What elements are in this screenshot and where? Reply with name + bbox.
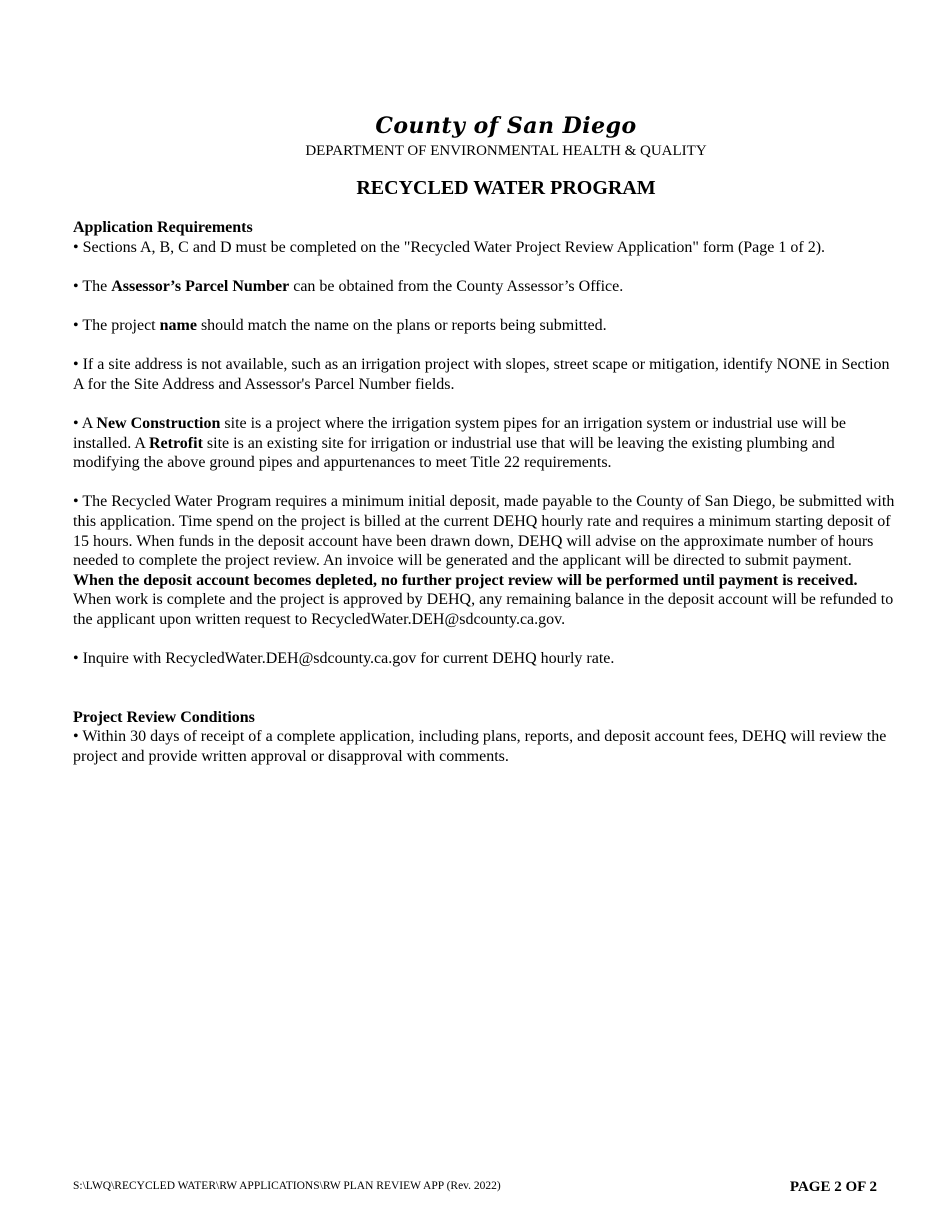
bold-warning: When the deposit account becomes depleted, no further project review will be performed until payment is received. (73, 571, 858, 589)
footer-page-number: PAGE 2 OF 2 (789, 1179, 877, 1195)
review-timeline-bullet: • Within 30 days of receipt of a complete application, including plans, reports, and deposit account fees, DEHQ will review the project and provide written approval or disapproval with comments. (73, 728, 887, 765)
requirement-site-address-bullet: • If a site address is not available, such as an irrigation project with slopes, street scape or mitigation, identify NONE in Section A for the Site Address and Assessor's Parcel Number fields. (73, 356, 890, 393)
document-body (73, 218, 895, 786)
project-review-conditions-section (73, 708, 895, 767)
bullet-text: site is an existing site for irrigation or industrial use that will be leaving the existing plumbing and modifying the above ground pipes and appurtenances to meet Title 22 requirements. (73, 434, 835, 472)
application-requirements-section (73, 218, 895, 669)
requirement-sections-bullet: • Sections A, B, C and D must be completed on the "Recycled Water Project Review Application" form (Page 1 of 2). (73, 238, 826, 256)
bold-term: Assessor’s Parcel Number (111, 277, 290, 295)
project-review-conditions-heading: Project Review Conditions (73, 708, 255, 726)
department-name: DEPARTMENT OF ENVIRONMENTAL HEALTH & QUALITY (305, 143, 707, 159)
requirement-project-name-bullet (73, 316, 895, 336)
bold-term: New Construction (96, 414, 221, 432)
footer-file-path: S:\LWQ\RECYCLED WATER\RW APPLICATIONS\RW PLAN REVIEW APP (Rev. 2022) (73, 1180, 501, 1192)
bullet-text: When work is complete and the project is approved by DEHQ, any remaining balance in the deposit account will be refunded to the applicant upon written request to RecycledWater.DEH@sdcounty.ca.gov. (73, 591, 894, 628)
requirement-parcel-number-bullet (73, 277, 895, 297)
document-header (0, 112, 950, 201)
application-requirements-heading: Application Requirements (73, 219, 253, 236)
county-title: County of San Diego (375, 113, 637, 139)
requirement-hourly-rate-bullet: • Inquire with RecycledWater.DEH@sdcounty.ca.gov for current DEHQ hourly rate. (73, 650, 615, 668)
bullet-text: site is a project where the irrigation system pipes for an irrigation system or industrial use will be installed. A (73, 414, 847, 452)
bullet-text: can be obtained from the County Assessor’s Office. (289, 277, 624, 295)
bold-term: Retrofit (149, 434, 203, 452)
bold-term: name (159, 316, 197, 334)
bullet-text: should match the name on the plans or reports being submitted. (196, 316, 607, 334)
bullet-text: • The Recycled Water Program requires a minimum initial deposit, made payable to the County of San Diego, be submitted with this application. Time spend on the project is billed at the current DEHQ hourly rate and requires a minimum starting deposit of 15 hours. When funds in the deposit account have been drawn down, DEHQ will advise on the approximate number of hours needed to complete the project review. An invoice will be generated and the applicant will be directed to submit payment. (73, 493, 895, 570)
requirement-construction-type-bullet (73, 414, 895, 473)
bullet-text: • A (73, 414, 97, 432)
requirement-deposit-bullet (73, 492, 895, 629)
program-title: RECYCLED WATER PROGRAM (356, 177, 656, 199)
bullet-text: • The project (73, 316, 160, 334)
bullet-text: • The (73, 277, 112, 295)
